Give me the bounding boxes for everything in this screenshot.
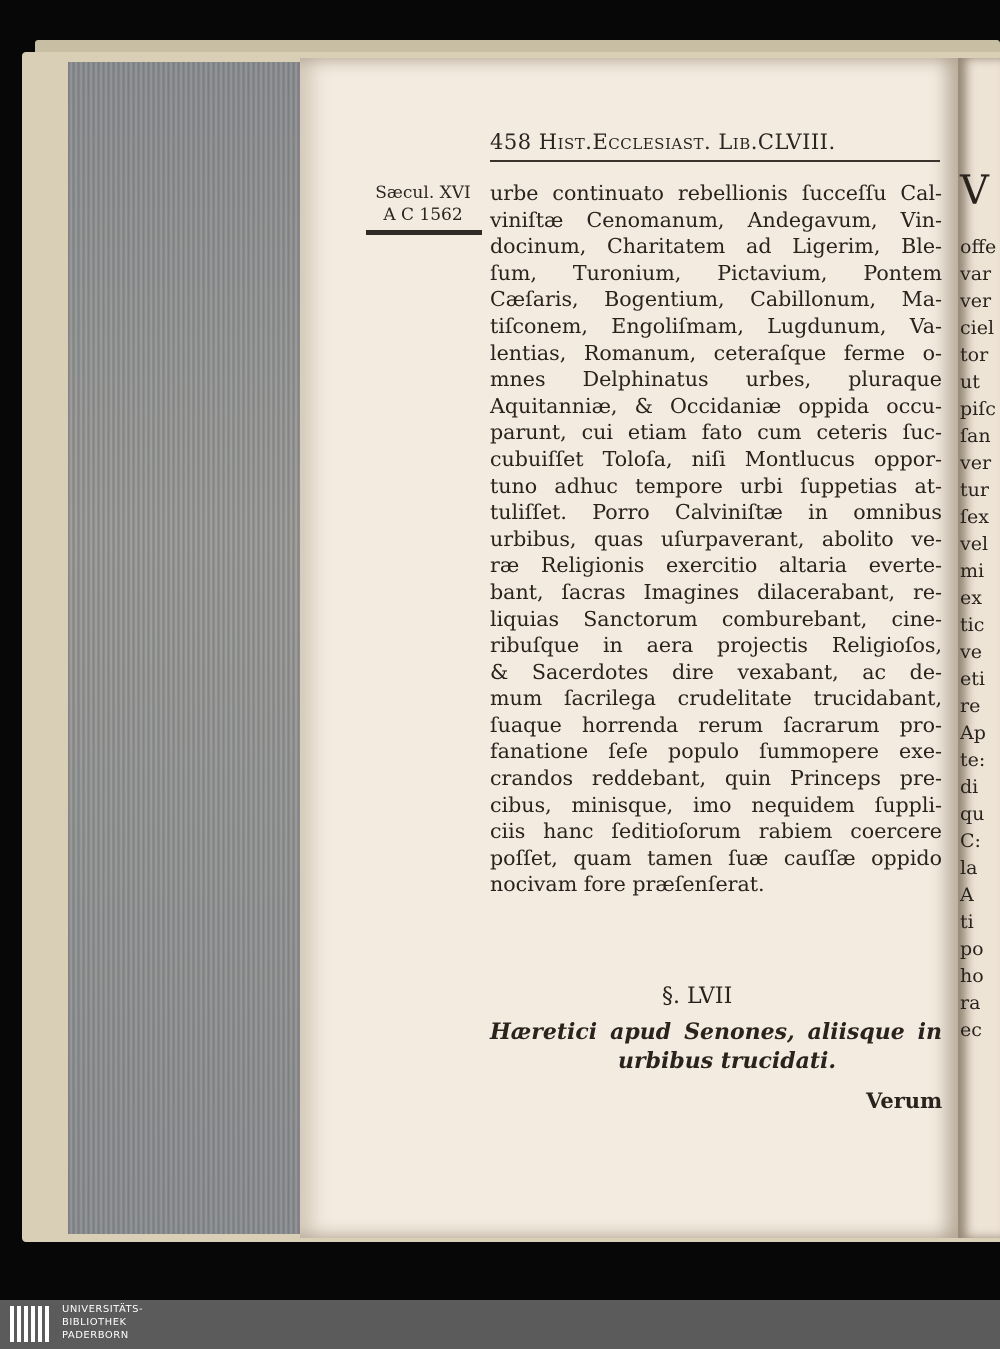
text-line: tuno adhuc tempore urbi ſuppetias at-	[490, 473, 942, 498]
text-line: ciis hanc ſeditioſorum rabiem coercere	[490, 819, 942, 844]
next-page-fragment: ſan	[960, 425, 991, 447]
next-page-fragment: ho	[960, 965, 984, 987]
summary-line-1: Hæretici apud Senones, aliisque in	[490, 1019, 942, 1045]
text-line: ſuaque horrenda rerum ſacrarum pro-	[490, 712, 942, 737]
next-page-fragment: ut	[960, 371, 980, 393]
running-header	[490, 130, 940, 154]
next-page-fragment: piſc	[960, 398, 996, 420]
section-summary	[490, 1018, 942, 1076]
next-page-fragment: po	[960, 938, 984, 960]
text-line: cibus, minisque, imo nequidem ſuppli-	[490, 792, 942, 817]
next-page-fragment: tur	[960, 479, 989, 501]
text-line: poſſet, quam tamen ſuæ cauſſæ oppido	[490, 845, 942, 870]
next-page-fragment: offe	[960, 236, 997, 258]
text-line: ribuſque in aera projectis Religioſos,	[490, 633, 942, 658]
next-page-fragment: A	[960, 884, 974, 906]
text-line: parunt, cui etiam fato cum ceteris ſuc-	[490, 420, 942, 445]
text-line: mum ſacrilega crudelitate trucidabant,	[490, 686, 942, 711]
library-name: UNIVERSITÄTS- BIBLIOTHEK PADERBORN	[62, 1304, 144, 1341]
text-line: urbibus, quas uſurpaverant, abolito ve-	[490, 526, 942, 551]
next-page-fragment: ex	[960, 587, 982, 609]
next-page-fragment: mi	[960, 560, 985, 582]
next-page-fragment: la	[960, 857, 978, 879]
text-line: viniſtæ Cenomanum, Andegavum, Vin-	[490, 207, 942, 232]
next-page-fragment: qu	[960, 803, 985, 825]
next-page-fragment: ciel	[960, 317, 995, 339]
next-page-fragment: ſex	[960, 506, 989, 528]
next-page-fragment: C:	[960, 830, 981, 852]
next-page-fragment: ec	[960, 1019, 982, 1041]
body-text	[490, 180, 942, 898]
next-page-fragment: ver	[960, 290, 992, 312]
next-page-fragment: tic	[960, 614, 985, 636]
margin-note-century: Sæcul. XVI	[375, 183, 471, 203]
text-line: cubuiſſet Toloſa, niſi Montlucus oppor-	[490, 446, 942, 471]
text-line: tuliſſet. Porro Calviniſtæ in omnibus	[490, 500, 942, 525]
catchword: Verum	[866, 1088, 943, 1113]
text-line: ſum, Turonium, Pictavium, Pontem	[490, 260, 942, 285]
text-line: crandos reddebant, quin Princeps pre-	[490, 766, 942, 791]
text-line: fanatione ſeſe populo ſummopere exe-	[490, 739, 942, 764]
text-line: mnes Delphinatus urbes, pluraque	[490, 367, 942, 392]
summary-line-2: urbibus trucidati.	[618, 1048, 837, 1074]
next-page-fragment: Ap	[960, 722, 986, 744]
text-line: liquias Sanctorum comburebant, cine-	[490, 606, 942, 631]
next-page-fragment: re	[960, 695, 981, 717]
text-line: Cæſaris, Bogentium, Cabillonum, Ma-	[490, 287, 942, 312]
text-line: & Sacerdotes dire vexabant, ac de-	[490, 659, 942, 684]
next-page-fragment: tor	[960, 344, 989, 366]
text-line: ræ Religionis exercitio altaria everte-	[490, 553, 942, 578]
section-heading: §. LVII	[662, 984, 733, 1009]
text-line: Aquitanniæ, & Occidaniæ oppida occu-	[490, 393, 942, 418]
library-footer	[0, 1300, 1000, 1349]
running-title: Hist.Ecclesiast. Lib.CLVIII.	[538, 130, 836, 154]
next-page-fragment: di	[960, 776, 979, 798]
next-page-fragment: V	[960, 168, 989, 214]
next-page-fragment: te:	[960, 749, 986, 771]
page-block-edge	[68, 62, 303, 1234]
margin-note	[358, 182, 488, 226]
header-rule	[490, 160, 940, 162]
next-page-fragment: eti	[960, 668, 985, 690]
margin-note-year: A C 1562	[383, 205, 463, 225]
text-line: docinum, Charitatem ad Ligerim, Ble-	[490, 234, 942, 259]
text-line: nocivam fore præſenſerat.	[490, 872, 765, 897]
next-page-fragment: vel	[960, 533, 989, 555]
next-page-fragment: ti	[960, 911, 974, 933]
next-page-fragment: ra	[960, 992, 981, 1014]
text-line: tiſconem, Engoliſmam, Lugdunum, Va-	[490, 313, 942, 338]
margin-rule	[366, 230, 482, 235]
text-line: lentias, Romanum, ceteraſque ferme o-	[490, 340, 942, 365]
next-page-fragment: ver	[960, 452, 992, 474]
library-logo-icon	[10, 1306, 54, 1342]
page-number: 458	[490, 130, 532, 154]
text-line: bant, ſacras Imagines dilacerabant, re-	[490, 579, 942, 604]
next-page-fragment: ve	[960, 641, 982, 663]
text-line: urbe continuato rebellionis ſucceſſu Cal-	[490, 181, 942, 205]
next-page-fragment: var	[960, 263, 992, 285]
